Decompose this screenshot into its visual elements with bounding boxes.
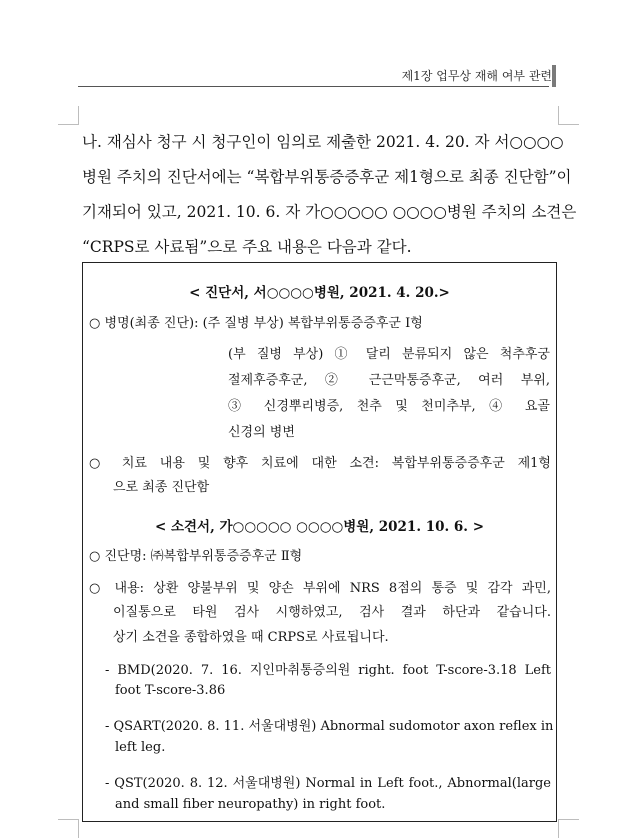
opinion-content-line: 이질통으로 타원 검사 시행하였고, 검사 결과 하단과 같습니다. bbox=[113, 605, 551, 620]
test-result-line: left leg. bbox=[115, 740, 166, 755]
running-header: 제1장 업무상 재해 여부 관련 bbox=[401, 69, 552, 83]
sub-diagnosis-line: 절제후증후군, ② 근근막통증후군, 여러 부위, bbox=[228, 373, 550, 388]
sub-diagnosis-line: (부 질병 부상) ① 달리 분류되지 않은 척추후궁 bbox=[228, 347, 550, 362]
crop-mark-top-right bbox=[558, 106, 579, 125]
test-result-line: - BMD(2020. 7. 16. 지인마취통증의원 right. foot T-score-3.18 Left bbox=[105, 663, 551, 678]
paragraph-line: 나. 재심사 청구 시 청구인이 임의로 제출한 2021. 4. 20. 자 서○○○○ bbox=[82, 133, 564, 151]
paragraph-line: 기재되어 있고, 2021. 10. 6. 자 가○○○○○ ○○○○병원 주치의 소견은 bbox=[82, 203, 577, 221]
opinion-content-line: 상기 소견을 종합하였을 때 CRPS로 사료됩니다. bbox=[113, 630, 389, 645]
crop-mark-bottom-left bbox=[58, 819, 79, 838]
test-result-line: and small fiber neuropathy) in right foot. bbox=[115, 797, 386, 812]
body-paragraph bbox=[82, 125, 577, 265]
header-marker bbox=[552, 65, 556, 87]
paragraph-line: “CRPS로 사료됨”으로 주요 내용은 다음과 같다. bbox=[82, 238, 412, 256]
test-result-line: - QST(2020. 8. 12. 서울대병원) Normal in Left foot., Abnormal(large bbox=[105, 776, 551, 791]
summary-box bbox=[82, 262, 557, 822]
diagnosis-item: ○ 병명(최종 진단): (주 질병 부상) 복합부위통증증후군 Ⅰ형 bbox=[89, 316, 423, 331]
crop-mark-bottom-right bbox=[558, 819, 579, 838]
opinion-content-line: ○ 내용: 상환 양불부위 및 양손 부위에 NRS 8점의 통증 및 감각 과민, bbox=[89, 581, 551, 596]
crop-mark-top-left bbox=[58, 106, 79, 125]
sub-diagnosis-line: ③ 신경뿌리병증, 천추 및 천미추부, ④ 요골 bbox=[228, 399, 550, 414]
sub-diagnosis-line: 신경의 병변 bbox=[228, 425, 295, 440]
paragraph-line: 병원 주치의 진단서에는 “복합부위통증증후군 제1형으로 최종 진단함”이 bbox=[82, 168, 572, 186]
diagnosis-name: ○ 진단명: ㈜복합부위통증증후군 Ⅱ형 bbox=[89, 549, 303, 564]
test-result-line: foot T-score-3.86 bbox=[115, 683, 226, 698]
treatment-opinion-line: 으로 최종 진단함 bbox=[113, 480, 210, 495]
section-title-diagnosis: < 진단서, 서○○○○병원, 2021. 4. 20.> bbox=[189, 285, 450, 301]
header-rule bbox=[78, 86, 549, 87]
section-title-opinion: < 소견서, 가○○○○○ ○○○○병원, 2021. 10. 6. > bbox=[154, 519, 485, 535]
treatment-opinion-line: ○ 치료 내용 및 향후 치료에 대한 소견: 복합부위통증증후군 제1형 bbox=[89, 456, 551, 471]
test-result-line: - QSART(2020. 8. 11. 서울대병원) Abnormal sudomotor axon reflex in bbox=[105, 719, 554, 734]
